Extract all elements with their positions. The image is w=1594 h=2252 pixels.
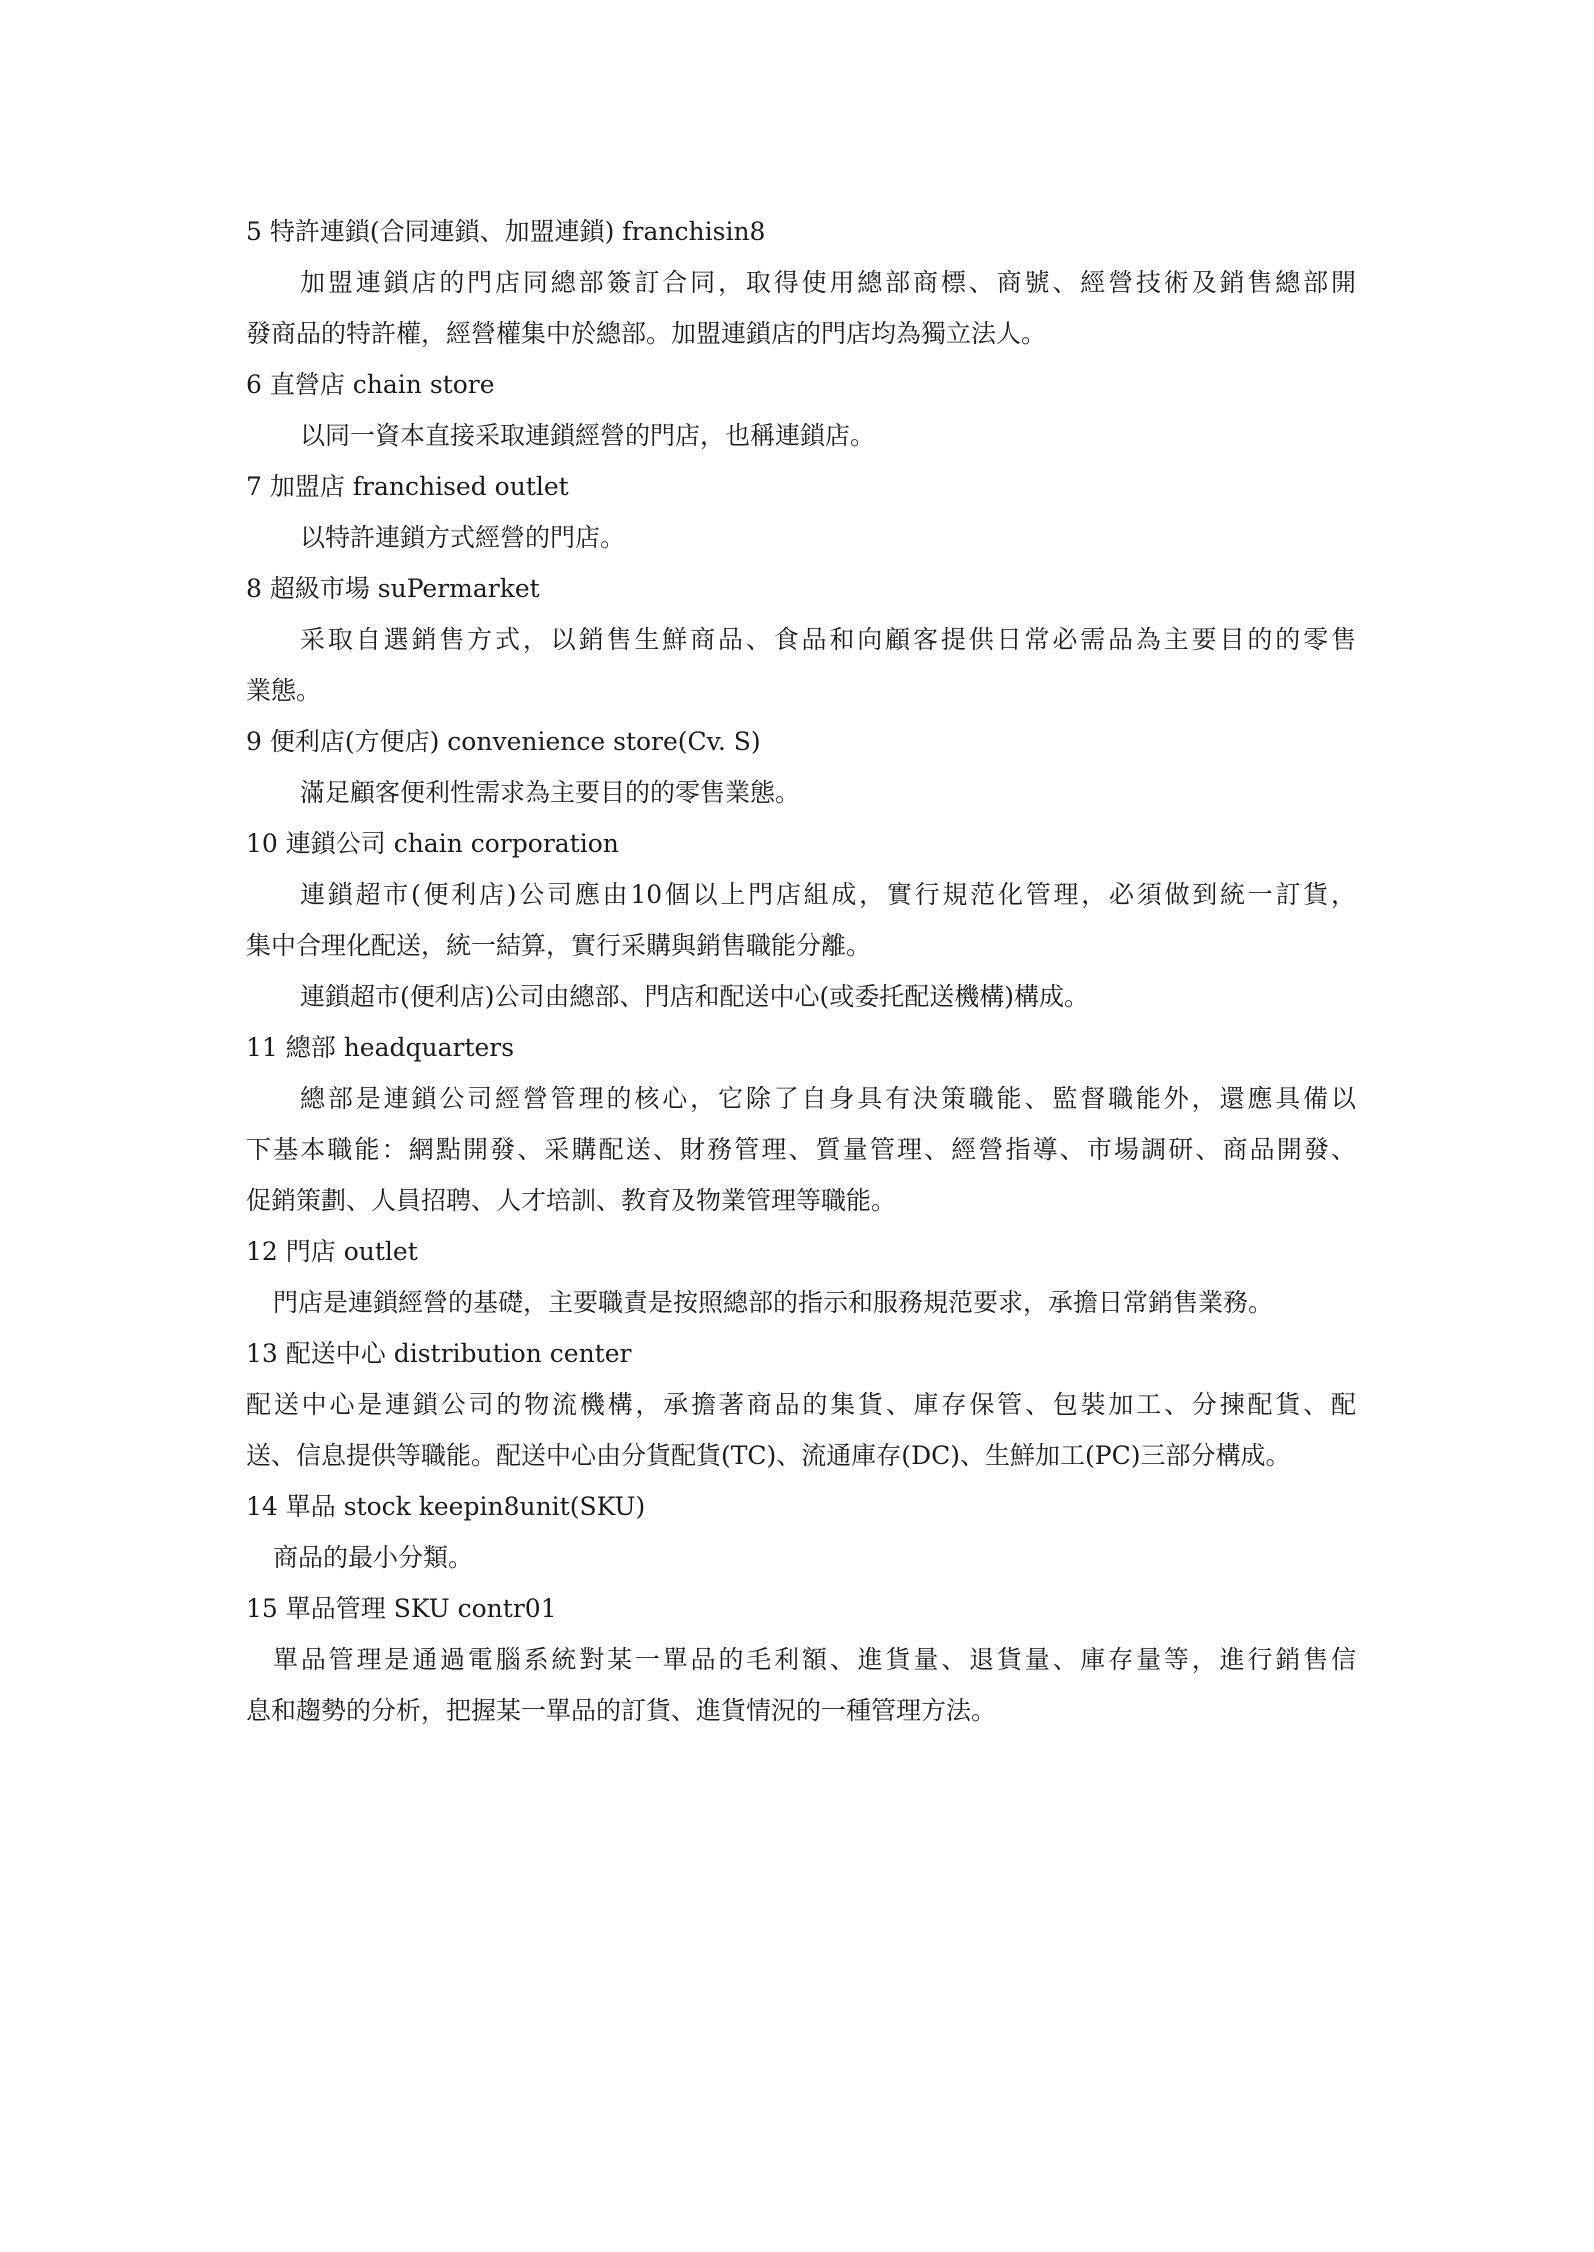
term-heading: 10 連鎖公司 chain corporation bbox=[246, 829, 619, 858]
term-section bbox=[246, 1022, 1356, 1226]
paragraph-line: 下基本職能：網點開發、采購配送、財務管理、質量管理、經營指導、市場調研、商品開發、 bbox=[246, 1135, 1356, 1164]
paragraph-line: 商品的最小分類。 bbox=[273, 1543, 474, 1572]
paragraph-line: 配送中心是連鎖公司的物流機構，承擔著商品的集貨、庫存保管、包裝加工、分揀配貨、配 bbox=[246, 1390, 1356, 1419]
paragraph-line: 采取自選銷售方式，以銷售生鮮商品、食品和向顧客提供日常必需品為主要目的的零售 bbox=[300, 625, 1356, 654]
paragraph-line: 促銷策劃、人員招聘、人才培訓、教育及物業管理等職能。 bbox=[246, 1186, 897, 1215]
term-paragraph bbox=[246, 614, 1356, 716]
paragraph-line: 連鎖超市(便利店)公司應由10個以上門店組成，實行規范化管理，必須做到統一訂貨， bbox=[300, 880, 1356, 909]
term-section bbox=[246, 1328, 1356, 1481]
paragraph-line: 總部是連鎖公司經營管理的核心，它除了自身具有決策職能、監督職能外，還應具備以 bbox=[300, 1084, 1356, 1113]
term-heading: 5 特許連鎖(合同連鎖、加盟連鎖) franchisin8 bbox=[246, 217, 766, 246]
term-section bbox=[246, 563, 1356, 716]
document-page bbox=[246, 206, 1356, 1736]
paragraph-line: 業態。 bbox=[246, 676, 322, 705]
term-paragraph bbox=[246, 410, 1356, 461]
term-paragraph bbox=[246, 512, 1356, 563]
term-paragraph bbox=[246, 1277, 1356, 1328]
term-heading: 14 單品 stock keepin8unit(SKU) bbox=[246, 1492, 646, 1521]
term-section bbox=[246, 716, 1356, 818]
term-section bbox=[246, 1226, 1356, 1328]
term-paragraph bbox=[246, 1532, 1356, 1583]
paragraph-line: 連鎖超市(便利店)公司由總部、門店和配送中心(或委托配送機構)構成。 bbox=[300, 982, 1090, 1011]
term-paragraph bbox=[246, 1634, 1356, 1736]
paragraph-line: 以特許連鎖方式經營的門店。 bbox=[300, 523, 626, 552]
term-section bbox=[246, 818, 1356, 1022]
term-paragraph bbox=[246, 1073, 1356, 1226]
paragraph-line: 集中合理化配送，統一結算，實行采購與銷售職能分離。 bbox=[246, 931, 872, 960]
paragraph-line: 以同一資本直接采取連鎖經營的門店，也稱連鎖店。 bbox=[300, 421, 876, 450]
term-heading: 8 超級市場 suPermarket bbox=[246, 574, 540, 603]
term-paragraph bbox=[246, 971, 1356, 1022]
term-heading: 13 配送中心 distribution center bbox=[246, 1339, 632, 1368]
term-heading: 15 單品管理 SKU contr01 bbox=[246, 1594, 557, 1623]
term-heading: 12 門店 outlet bbox=[246, 1237, 418, 1266]
term-section bbox=[246, 359, 1356, 461]
term-section bbox=[246, 1481, 1356, 1583]
paragraph-line: 加盟連鎖店的門店同總部簽訂合同，取得使用總部商標、商號、經營技術及銷售總部開 bbox=[300, 268, 1356, 297]
term-heading: 9 便利店(方便店) convenience store(Cv. S) bbox=[246, 727, 761, 756]
term-section bbox=[246, 206, 1356, 359]
term-heading: 11 總部 headquarters bbox=[246, 1033, 515, 1062]
paragraph-line: 送、信息提供等職能。配送中心由分貨配貨(TC)、流通庫存(DC)、生鮮加工(PC)三部分構成。 bbox=[246, 1441, 1291, 1470]
term-section bbox=[246, 461, 1356, 563]
paragraph-line: 發商品的特許權，經營權集中於總部。加盟連鎖店的門店均為獨立法人。 bbox=[246, 319, 1047, 348]
paragraph-line: 滿足顧客便利性需求為主要目的的零售業態。 bbox=[300, 778, 801, 807]
term-paragraph bbox=[246, 767, 1356, 818]
term-section bbox=[246, 1583, 1356, 1736]
term-paragraph bbox=[246, 257, 1356, 359]
paragraph-line: 門店是連鎖經營的基礎，主要職責是按照總部的指示和服務規范要求，承擔日常銷售業務。 bbox=[273, 1288, 1274, 1317]
paragraph-line: 息和趨勢的分析，把握某一單品的訂貨、進貨情況的一種管理方法。 bbox=[246, 1696, 997, 1725]
paragraph-line: 單品管理是通過電腦系統對某一單品的毛利額、進貨量、退貨量、庫存量等，進行銷售信 bbox=[273, 1645, 1356, 1674]
term-heading: 7 加盟店 franchised outlet bbox=[246, 472, 569, 501]
term-paragraph bbox=[246, 1379, 1356, 1481]
term-heading: 6 直營店 chain store bbox=[246, 370, 495, 399]
term-paragraph bbox=[246, 869, 1356, 971]
